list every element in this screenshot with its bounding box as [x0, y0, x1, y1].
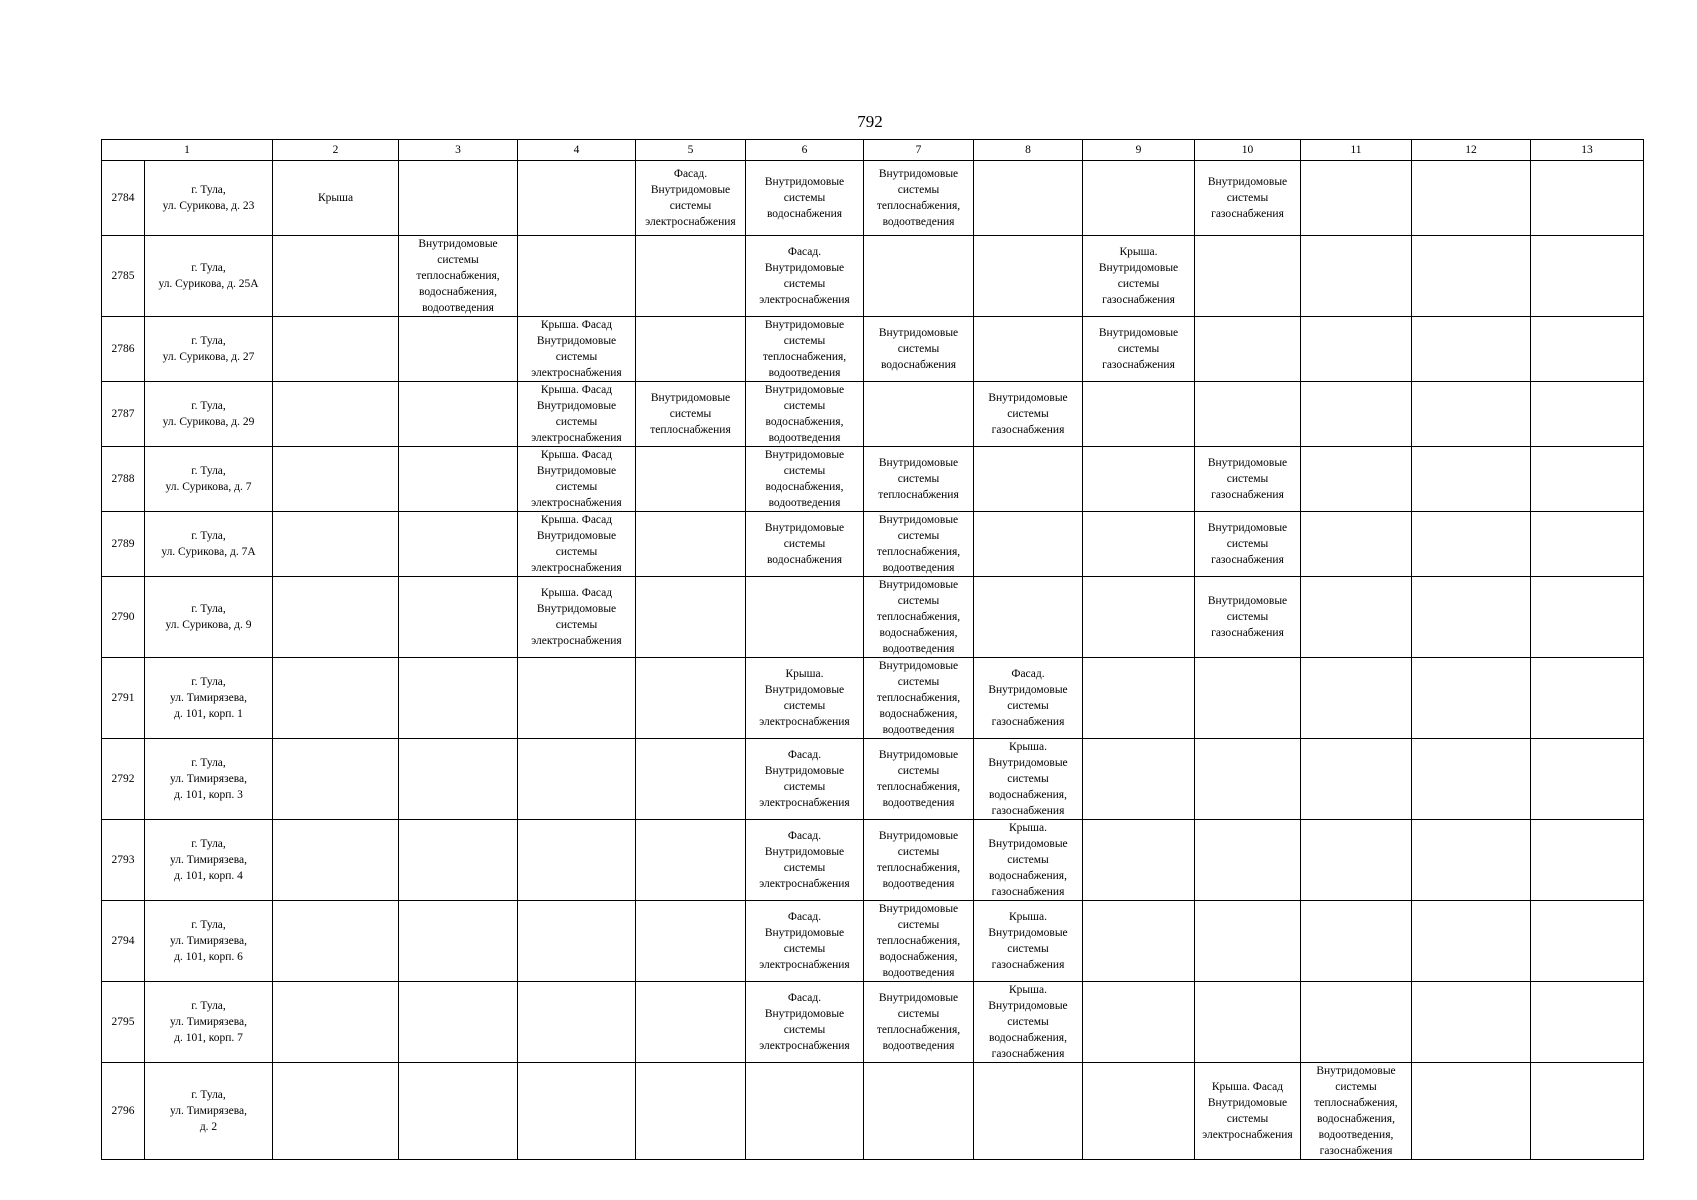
- work-cell-col-5: [636, 577, 746, 658]
- work-cell-col-6: Фасад. Внутридомовые системы электроснабжения: [746, 739, 864, 820]
- work-cell-col-2: [273, 382, 399, 447]
- work-cell-col-12: [1412, 382, 1531, 447]
- work-cell-col-11: [1301, 161, 1412, 236]
- work-cell-col-4: Крыша. Фасад Внутридомовые системы электроснабжения: [518, 447, 636, 512]
- address-cell: г. Тула, ул. Тимирязева, д. 101, корп. 1: [145, 658, 273, 739]
- table-row: [102, 447, 1644, 512]
- work-cell-col-12: [1412, 236, 1531, 317]
- work-cell-col-12: [1412, 317, 1531, 382]
- work-cell-col-11: Внутридомовые системы теплоснабжения, водоснабжения, водоотведения, газоснабжения: [1301, 1063, 1412, 1160]
- work-cell-col-8: [974, 236, 1083, 317]
- work-cell-col-12: [1412, 161, 1531, 236]
- column-header: 5: [636, 140, 746, 161]
- work-cell-col-13: [1531, 901, 1644, 982]
- row-number: 2792: [102, 739, 145, 820]
- work-cell-col-6: [746, 1063, 864, 1160]
- column-header: 11: [1301, 140, 1412, 161]
- table-row: [102, 739, 1644, 820]
- row-number: 2793: [102, 820, 145, 901]
- work-cell-col-7: [864, 382, 974, 447]
- work-cell-col-11: [1301, 901, 1412, 982]
- work-cell-col-2: [273, 1063, 399, 1160]
- table-row: [102, 901, 1644, 982]
- work-cell-col-11: [1301, 382, 1412, 447]
- row-number: 2791: [102, 658, 145, 739]
- work-cell-col-6: Внутридомовые системы водоснабжения, водоотведения: [746, 382, 864, 447]
- work-cell-col-9: [1083, 161, 1195, 236]
- work-cell-col-2: [273, 901, 399, 982]
- work-cell-col-4: Крыша. Фасад Внутридомовые системы электроснабжения: [518, 382, 636, 447]
- work-cell-col-5: [636, 447, 746, 512]
- table-row: [102, 820, 1644, 901]
- work-cell-col-8: [974, 447, 1083, 512]
- work-cell-col-4: [518, 658, 636, 739]
- work-cell-col-8: [974, 317, 1083, 382]
- address-cell: г. Тула, ул. Тимирязева, д. 101, корп. 3: [145, 739, 273, 820]
- work-cell-col-9: [1083, 382, 1195, 447]
- work-cell-col-5: Фасад. Внутридомовые системы электроснабжения: [636, 161, 746, 236]
- work-cell-col-3: [399, 161, 518, 236]
- table-row: [102, 317, 1644, 382]
- work-cell-col-5: [636, 1063, 746, 1160]
- work-cell-col-2: [273, 820, 399, 901]
- work-cell-col-9: [1083, 982, 1195, 1063]
- work-cell-col-4: [518, 161, 636, 236]
- work-cell-col-12: [1412, 739, 1531, 820]
- table-row: [102, 512, 1644, 577]
- work-cell-col-2: [273, 577, 399, 658]
- address-cell: г. Тула, ул. Сурикова, д. 25А: [145, 236, 273, 317]
- work-cell-col-4: Крыша. Фасад Внутридомовые системы электроснабжения: [518, 577, 636, 658]
- work-cell-col-13: [1531, 1063, 1644, 1160]
- work-cell-col-9: [1083, 820, 1195, 901]
- table-header-row: [102, 140, 1644, 161]
- work-cell-col-5: [636, 317, 746, 382]
- work-cell-col-11: [1301, 317, 1412, 382]
- work-cell-col-6: [746, 577, 864, 658]
- work-cell-col-5: [636, 820, 746, 901]
- work-cell-col-4: [518, 982, 636, 1063]
- work-cell-col-2: [273, 512, 399, 577]
- work-cell-col-8: Крыша. Внутридомовые системы водоснабжения, газоснабжения: [974, 982, 1083, 1063]
- work-cell-col-12: [1412, 1063, 1531, 1160]
- work-cell-col-5: [636, 982, 746, 1063]
- work-cell-col-4: Крыша. Фасад Внутридомовые системы электроснабжения: [518, 512, 636, 577]
- work-cell-col-7: Внутридомовые системы теплоснабжения: [864, 447, 974, 512]
- address-cell: г. Тула, ул. Сурикова, д. 29: [145, 382, 273, 447]
- work-cell-col-8: Внутридомовые системы газоснабжения: [974, 382, 1083, 447]
- table-row: [102, 658, 1644, 739]
- work-cell-col-10: [1195, 658, 1301, 739]
- page-number: 792: [857, 112, 883, 131]
- row-number: 2789: [102, 512, 145, 577]
- work-cell-col-13: [1531, 382, 1644, 447]
- work-cell-col-9: [1083, 901, 1195, 982]
- work-cell-col-10: [1195, 317, 1301, 382]
- work-cell-col-4: Крыша. Фасад Внутридомовые системы электроснабжения: [518, 317, 636, 382]
- work-cell-col-7: [864, 1063, 974, 1160]
- work-cell-col-8: Крыша. Внутридомовые системы водоснабжения, газоснабжения: [974, 820, 1083, 901]
- work-cell-col-10: [1195, 820, 1301, 901]
- work-cell-col-13: [1531, 820, 1644, 901]
- work-cell-col-3: [399, 317, 518, 382]
- work-cell-col-3: [399, 512, 518, 577]
- work-cell-col-11: [1301, 739, 1412, 820]
- work-cell-col-6: Фасад. Внутридомовые системы электроснабжения: [746, 820, 864, 901]
- work-cell-col-6: Внутридомовые системы водоснабжения: [746, 161, 864, 236]
- work-cell-col-4: [518, 236, 636, 317]
- work-cell-col-9: [1083, 447, 1195, 512]
- work-cell-col-13: [1531, 161, 1644, 236]
- work-cell-col-11: [1301, 512, 1412, 577]
- work-cell-col-13: [1531, 577, 1644, 658]
- work-cell-col-13: [1531, 739, 1644, 820]
- work-cell-col-11: [1301, 447, 1412, 512]
- work-cell-col-9: [1083, 1063, 1195, 1160]
- work-cell-col-6: Фасад. Внутридомовые системы электроснабжения: [746, 236, 864, 317]
- work-cell-col-3: [399, 982, 518, 1063]
- work-cell-col-13: [1531, 512, 1644, 577]
- work-cell-col-13: [1531, 236, 1644, 317]
- work-cell-col-6: Фасад. Внутридомовые системы электроснабжения: [746, 982, 864, 1063]
- column-header: 6: [746, 140, 864, 161]
- table-row: [102, 236, 1644, 317]
- row-number: 2785: [102, 236, 145, 317]
- work-cell-col-4: [518, 1063, 636, 1160]
- column-header: 12: [1412, 140, 1531, 161]
- work-cell-col-12: [1412, 577, 1531, 658]
- work-cell-col-5: [636, 739, 746, 820]
- column-header: 4: [518, 140, 636, 161]
- address-cell: г. Тула, ул. Сурикова, д. 27: [145, 317, 273, 382]
- work-cell-col-3: [399, 382, 518, 447]
- work-cell-col-7: Внутридомовые системы теплоснабжения, водоснабжения, водоотведения: [864, 658, 974, 739]
- work-cell-col-5: [636, 658, 746, 739]
- work-cell-col-12: [1412, 982, 1531, 1063]
- work-cell-col-7: Внутридомовые системы теплоснабжения, водоотведения: [864, 820, 974, 901]
- column-header: 9: [1083, 140, 1195, 161]
- row-number: 2790: [102, 577, 145, 658]
- work-cell-col-10: [1195, 982, 1301, 1063]
- work-cell-col-10: [1195, 739, 1301, 820]
- work-cell-col-2: [273, 236, 399, 317]
- table-row: [102, 382, 1644, 447]
- work-cell-col-6: Внутридомовые системы водоснабжения, водоотведения: [746, 447, 864, 512]
- work-cell-col-2: [273, 739, 399, 820]
- column-header: 13: [1531, 140, 1644, 161]
- work-cell-col-5: Внутридомовые системы теплоснабжения: [636, 382, 746, 447]
- row-number: 2786: [102, 317, 145, 382]
- work-cell-col-8: Крыша. Внутридомовые системы водоснабжения, газоснабжения: [974, 739, 1083, 820]
- work-cell-col-2: [273, 658, 399, 739]
- work-cell-col-13: [1531, 658, 1644, 739]
- work-cell-col-7: [864, 236, 974, 317]
- column-header: 3: [399, 140, 518, 161]
- work-cell-col-10: Внутридомовые системы газоснабжения: [1195, 161, 1301, 236]
- row-number: 2795: [102, 982, 145, 1063]
- column-header: 10: [1195, 140, 1301, 161]
- work-cell-col-10: Крыша. Фасад Внутридомовые системы электроснабжения: [1195, 1063, 1301, 1160]
- work-cell-col-6: Крыша. Внутридомовые системы электроснабжения: [746, 658, 864, 739]
- work-cell-col-3: [399, 1063, 518, 1160]
- row-number: 2796: [102, 1063, 145, 1160]
- work-cell-col-10: [1195, 382, 1301, 447]
- table-row: [102, 161, 1644, 236]
- address-cell: г. Тула, ул. Сурикова, д. 9: [145, 577, 273, 658]
- row-number: 2788: [102, 447, 145, 512]
- work-cell-col-12: [1412, 820, 1531, 901]
- address-cell: г. Тула, ул. Сурикова, д. 23: [145, 161, 273, 236]
- work-cell-col-6: Внутридомовые системы водоснабжения: [746, 512, 864, 577]
- table-row: [102, 982, 1644, 1063]
- work-cell-col-9: [1083, 577, 1195, 658]
- work-cell-col-11: [1301, 820, 1412, 901]
- work-cell-col-9: [1083, 512, 1195, 577]
- work-cell-col-8: [974, 512, 1083, 577]
- work-cell-col-3: [399, 820, 518, 901]
- work-cell-col-5: [636, 512, 746, 577]
- work-cell-col-7: Внутридомовые системы теплоснабжения, водоотведения: [864, 982, 974, 1063]
- work-cell-col-7: Внутридомовые системы теплоснабжения, водоснабжения, водоотведения: [864, 577, 974, 658]
- table-row: [102, 577, 1644, 658]
- work-cell-col-7: Внутридомовые системы теплоснабжения, водоотведения: [864, 739, 974, 820]
- work-cell-col-3: [399, 447, 518, 512]
- work-cell-col-12: [1412, 512, 1531, 577]
- row-number: 2787: [102, 382, 145, 447]
- work-cell-col-7: Внутридомовые системы водоснабжения: [864, 317, 974, 382]
- work-cell-col-4: [518, 739, 636, 820]
- work-cell-col-13: [1531, 982, 1644, 1063]
- address-cell: г. Тула, ул. Сурикова, д. 7А: [145, 512, 273, 577]
- work-cell-col-13: [1531, 317, 1644, 382]
- address-cell: г. Тула, ул. Тимирязева, д. 101, корп. 4: [145, 820, 273, 901]
- work-schedule-table: [101, 139, 1644, 1160]
- table-body: [102, 140, 1644, 1160]
- work-cell-col-11: [1301, 658, 1412, 739]
- work-cell-col-10: Внутридомовые системы газоснабжения: [1195, 512, 1301, 577]
- work-cell-col-9: Внутридомовые системы газоснабжения: [1083, 317, 1195, 382]
- work-cell-col-11: [1301, 982, 1412, 1063]
- work-cell-col-9: Крыша. Внутридомовые системы газоснабжения: [1083, 236, 1195, 317]
- address-cell: г. Тула, ул. Тимирязева, д. 101, корп. 7: [145, 982, 273, 1063]
- work-cell-col-8: [974, 577, 1083, 658]
- work-cell-col-6: Внутридомовые системы теплоснабжения, водоотведения: [746, 317, 864, 382]
- work-cell-col-5: [636, 236, 746, 317]
- column-header: 1: [102, 140, 273, 161]
- work-cell-col-6: Фасад. Внутридомовые системы электроснабжения: [746, 901, 864, 982]
- work-cell-col-13: [1531, 447, 1644, 512]
- address-cell: г. Тула, ул. Тимирязева, д. 101, корп. 6: [145, 901, 273, 982]
- work-cell-col-2: Крыша: [273, 161, 399, 236]
- work-cell-col-12: [1412, 901, 1531, 982]
- work-cell-col-12: [1412, 447, 1531, 512]
- column-header: 8: [974, 140, 1083, 161]
- work-cell-col-3: [399, 739, 518, 820]
- work-cell-col-3: [399, 901, 518, 982]
- work-cell-col-12: [1412, 658, 1531, 739]
- work-cell-col-3: [399, 577, 518, 658]
- work-cell-col-7: Внутридомовые системы теплоснабжения, водоснабжения, водоотведения: [864, 901, 974, 982]
- row-number: 2784: [102, 161, 145, 236]
- row-number: 2794: [102, 901, 145, 982]
- work-cell-col-10: [1195, 901, 1301, 982]
- work-cell-col-4: [518, 820, 636, 901]
- work-cell-col-10: Внутридомовые системы газоснабжения: [1195, 447, 1301, 512]
- work-cell-col-3: [399, 658, 518, 739]
- work-cell-col-3: Внутридомовые системы теплоснабжения, водоснабжения, водоотведения: [399, 236, 518, 317]
- work-cell-col-8: Крыша. Внутридомовые системы газоснабжения: [974, 901, 1083, 982]
- work-cell-col-10: Внутридомовые системы газоснабжения: [1195, 577, 1301, 658]
- column-header: 7: [864, 140, 974, 161]
- work-cell-col-2: [273, 982, 399, 1063]
- work-cell-col-9: [1083, 658, 1195, 739]
- work-cell-col-7: Внутридомовые системы теплоснабжения, водоотведения: [864, 161, 974, 236]
- work-cell-col-2: [273, 317, 399, 382]
- work-cell-col-11: [1301, 577, 1412, 658]
- work-cell-col-8: Фасад. Внутридомовые системы газоснабжения: [974, 658, 1083, 739]
- work-cell-col-8: [974, 1063, 1083, 1160]
- table-row: [102, 1063, 1644, 1160]
- work-cell-col-5: [636, 901, 746, 982]
- work-cell-col-10: [1195, 236, 1301, 317]
- work-cell-col-4: [518, 901, 636, 982]
- work-cell-col-8: [974, 161, 1083, 236]
- address-cell: г. Тула, ул. Сурикова, д. 7: [145, 447, 273, 512]
- column-header: 2: [273, 140, 399, 161]
- work-cell-col-11: [1301, 236, 1412, 317]
- work-cell-col-2: [273, 447, 399, 512]
- address-cell: г. Тула, ул. Тимирязева, д. 2: [145, 1063, 273, 1160]
- work-cell-col-9: [1083, 739, 1195, 820]
- work-cell-col-7: Внутридомовые системы теплоснабжения, водоотведения: [864, 512, 974, 577]
